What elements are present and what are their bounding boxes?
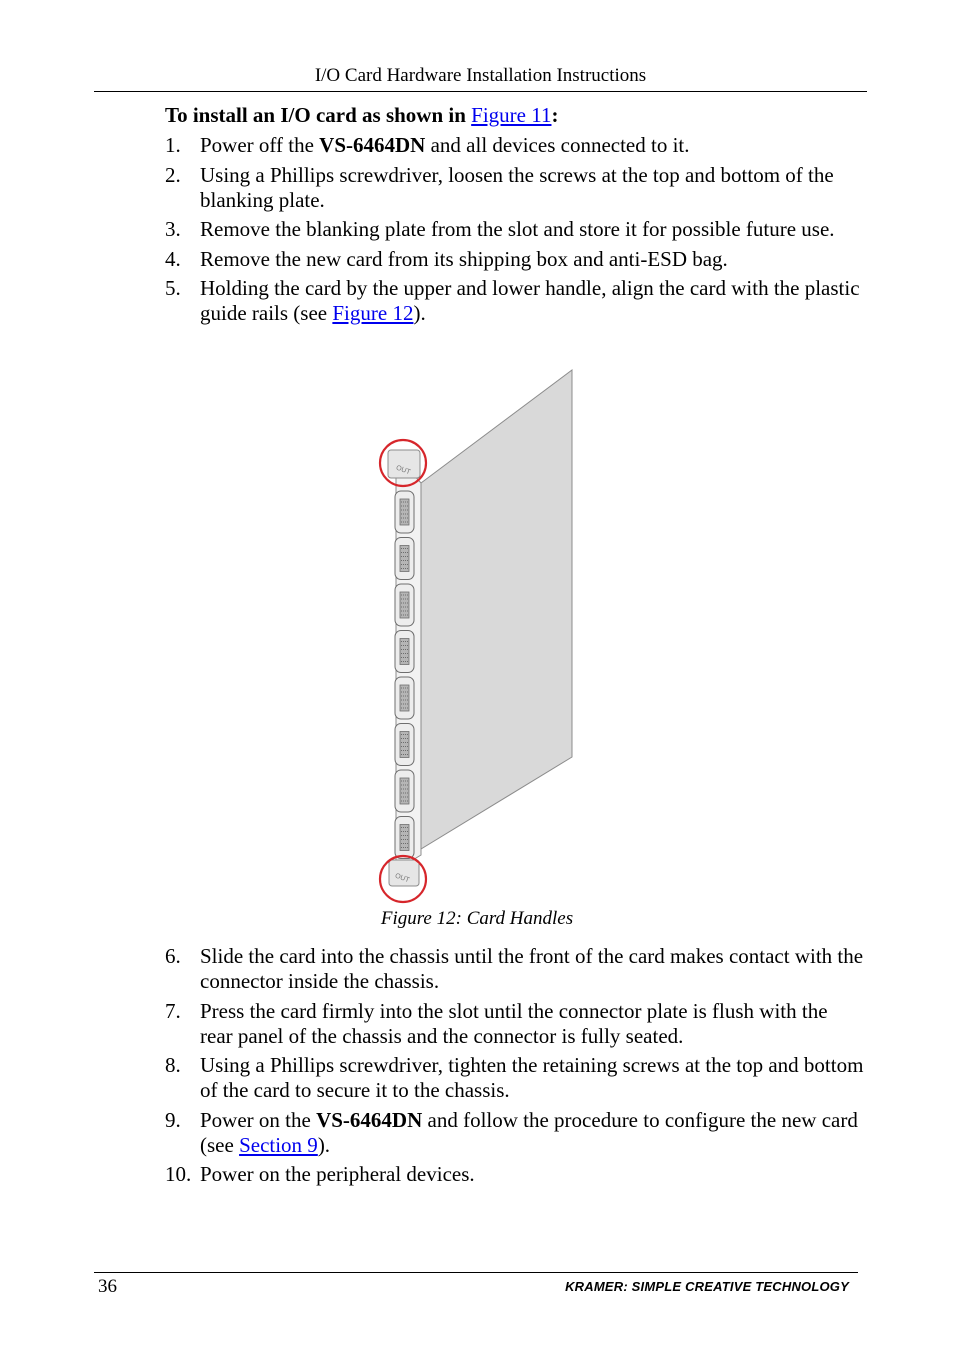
step-text: Remove the new card from its shipping box and anti-ESD bag. [200, 246, 728, 271]
heading-colon: : [551, 103, 559, 127]
card-handles-figure [375, 365, 585, 910]
dvi-connector [395, 817, 414, 859]
procedure-heading [165, 102, 558, 128]
top-handle-label: OUT [395, 464, 412, 477]
header-rule [94, 91, 867, 92]
step-text: Power on the [200, 1107, 317, 1132]
step-4 [165, 247, 865, 272]
dvi-connector [395, 491, 414, 533]
step-text: and all devices connected to it. [425, 133, 690, 157]
page-number: 36 [98, 1276, 117, 1297]
step-5 [165, 276, 865, 326]
step-1 [165, 133, 865, 158]
footer-brand: KRAMER: SIMPLE CREATIVE TECHNOLOGY [565, 1279, 849, 1294]
product-name: VS-6464DN [319, 133, 426, 157]
step-number: 2. [165, 162, 181, 187]
step-text: and follow the procedure to configure the new card (see [200, 1107, 858, 1157]
connector-pin-field [400, 778, 409, 804]
step-text: Press the card firmly into the slot until the connector plate is flush with the rear panel of the chassis and the connector is fully seated. [200, 998, 828, 1048]
connector-pin-field [400, 499, 409, 525]
step-text: ). [317, 1132, 331, 1157]
step-number: 5. [165, 276, 181, 301]
step-text: Using a Phillips screwdriver, loosen the screws at the top and bottom of the blanking plate. [200, 162, 834, 212]
connector-pin-field [400, 732, 409, 758]
steps-list-second [165, 944, 865, 1192]
connector-pin-field [400, 639, 409, 665]
running-header: I/O Card Hardware Installation Instructions [314, 65, 647, 86]
step-7 [165, 999, 865, 1049]
figure-12-link[interactable]: Figure 12 [332, 301, 414, 326]
step-text: Power on the peripheral devices. [200, 1162, 475, 1187]
card-face [421, 370, 572, 849]
step-number: 3. [165, 217, 181, 242]
dvi-connector [395, 770, 414, 812]
step-10 [165, 1162, 865, 1187]
connector-pin-field [400, 592, 409, 618]
section-9-link[interactable]: Section 9 [239, 1132, 318, 1157]
bottom-handle-label: OUT [394, 872, 411, 885]
step-text: Remove the blanking plate from the slot and store it for possible future use. [200, 217, 835, 242]
step-number: 4. [165, 246, 181, 271]
step-number: 7. [165, 998, 181, 1023]
figure-caption: Figure 12: Card Handles [380, 908, 574, 929]
step-number: 6. [165, 944, 181, 968]
figure-11-link[interactable]: Figure 11 [471, 103, 552, 127]
connector-pin-field [400, 825, 409, 851]
footer-rule [94, 1272, 858, 1273]
heading-text: To install an I/O card as shown in [165, 103, 472, 127]
step-text: Using a Phillips screwdriver, tighten the retaining screws at the top and bottom of the card to secure it to the chassis. [200, 1053, 864, 1103]
dvi-connector [395, 724, 414, 766]
steps-list-first [165, 133, 865, 331]
step-9 [165, 1108, 865, 1158]
step-text: Holding the card by the upper and lower handle, align the card with the plastic guide rails (see [200, 276, 860, 326]
step-8 [165, 1053, 865, 1103]
step-2 [165, 163, 865, 213]
dvi-connector [395, 631, 414, 673]
step-number: 1. [165, 133, 181, 157]
step-text: Power off the [200, 133, 320, 157]
step-number: 8. [165, 1053, 181, 1078]
step-text: ). [413, 301, 426, 326]
dvi-connector [395, 584, 414, 626]
step-6 [165, 944, 865, 994]
step-number: 9. [165, 1107, 181, 1132]
connector-pin-field [400, 546, 409, 572]
product-name: VS-6464DN [316, 1107, 423, 1132]
connector-pin-field [400, 685, 409, 711]
step-text: Slide the card into the chassis until the front of the card makes contact with the connector inside the chassis. [200, 944, 864, 993]
step-3 [165, 217, 865, 242]
dvi-connector [395, 538, 414, 580]
step-number: 10. [165, 1162, 192, 1187]
dvi-connector [395, 677, 414, 719]
